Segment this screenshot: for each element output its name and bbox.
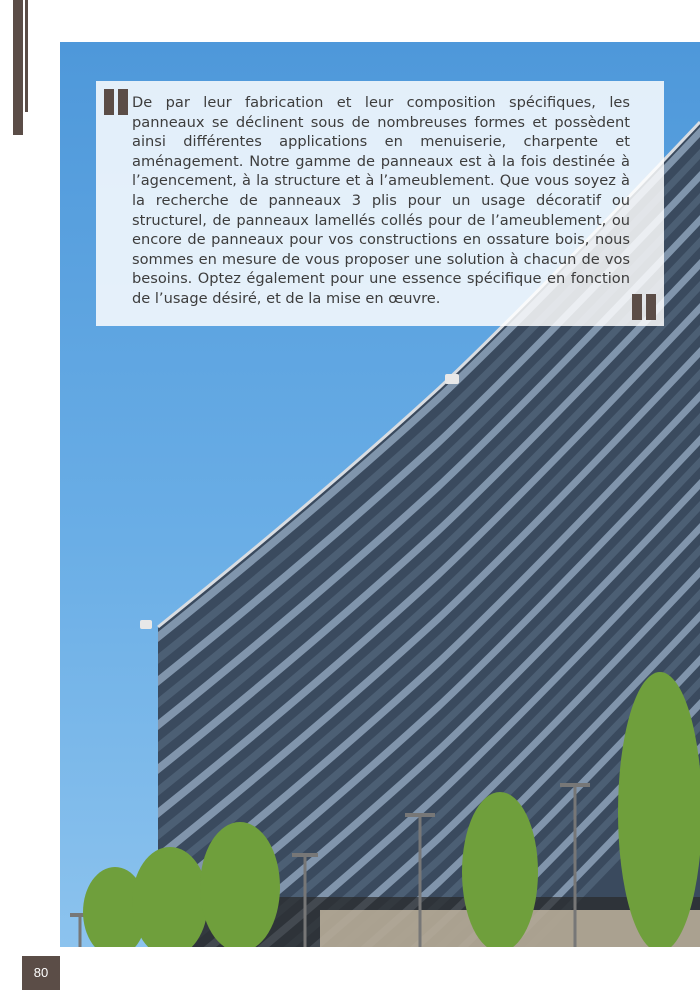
quote-open-icon xyxy=(104,89,130,115)
page-number: 80 xyxy=(22,956,60,990)
quote-box xyxy=(96,81,664,326)
decorative-bar xyxy=(13,0,23,135)
quote-close-icon xyxy=(632,294,658,320)
quote-text: De par leur fabrication et leur composition spécifiques, les panneaux se déclinent sous de nombreuses formes et possèdent ainsi différentes applications en menuiserie, charpente et aménagement. Notre gamme de panneaux est à la fois destinée à l’agencement, à la structure et à l’ameublement. Que vous soyez à la recherche de panneaux 3 plis pour un usage décoratif ou structurel, de panneaux lamellés collés pour de l’ameublement, ou encore de panneaux pour vos constructions en ossature bois, nous sommes en mesure de vous proposer une solution à chacun de vos besoins. Optez également pour une essence spécifique en fonction de l’usage désiré, et de la mise en œuvre. xyxy=(132,94,630,307)
decorative-bar-thin xyxy=(25,0,28,112)
